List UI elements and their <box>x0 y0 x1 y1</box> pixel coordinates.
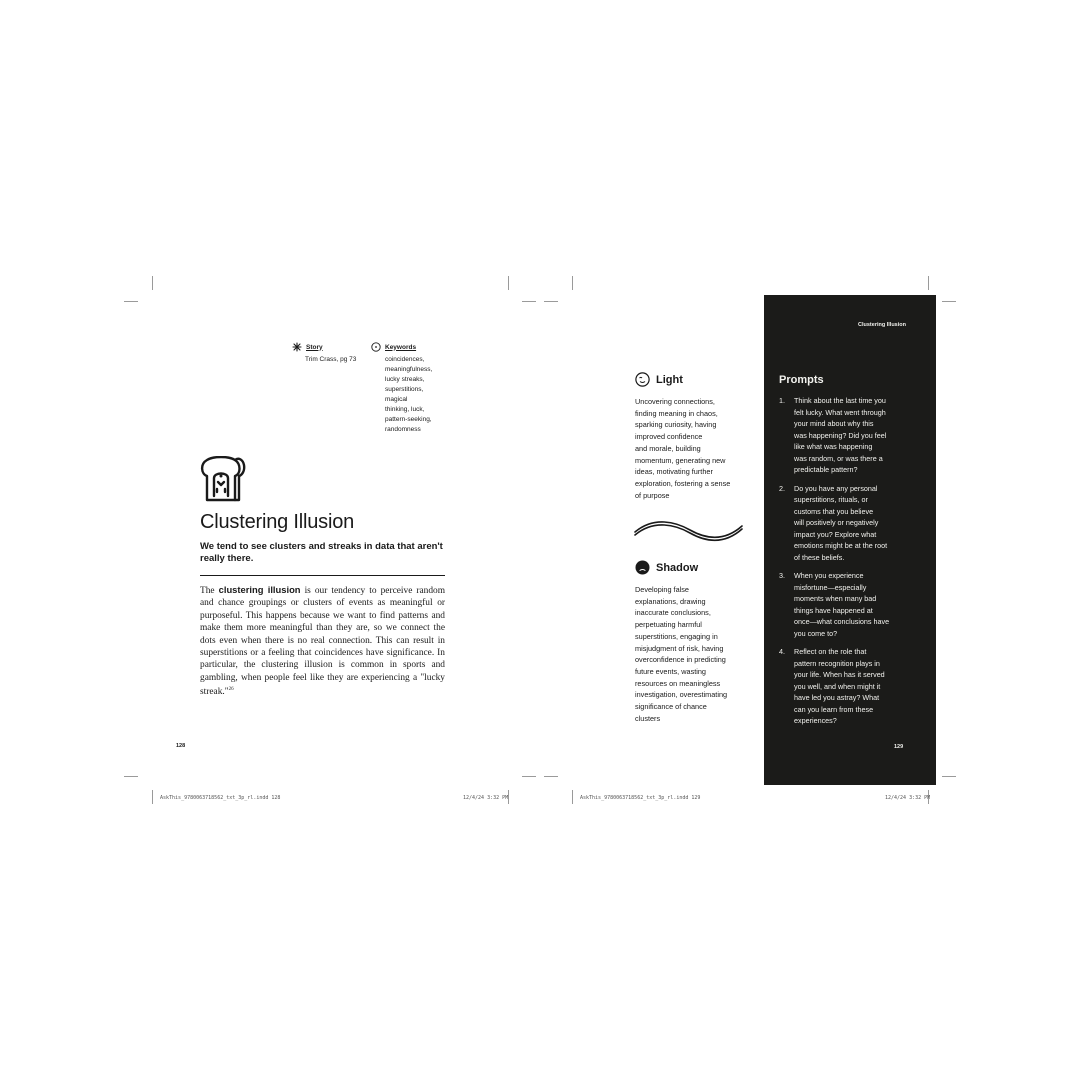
page-title: Clustering Illusion <box>200 511 355 533</box>
slug-filename: AskThis_9780063718562_txt_3p_rl.indd 128 <box>160 795 281 801</box>
crop-mark <box>544 301 558 302</box>
prompt-line: customs that you believe <box>794 506 874 516</box>
crop-mark <box>572 790 573 804</box>
prompt-text <box>794 483 887 564</box>
crop-mark <box>522 301 536 302</box>
story-block <box>292 342 356 365</box>
slug-date: 12/4/24 3:32 PM <box>463 795 509 801</box>
prompt-text <box>794 395 886 476</box>
text-line: misjudgment of risk, having <box>635 643 724 653</box>
prompt-line: things have happened at <box>794 605 873 615</box>
running-head: Clustering Illusion <box>858 322 906 328</box>
body-rest: is our tendency to perceive random and chance groupings or clusters of events as meaningful or purposeful. This happens because we want to find patterns and make them more meaningful than they are, so we connect the dots even when there is no real connection. This can result in superstitions or a feeling that coincidences have significance. In particular, the clustering illusion is common in sports and gambling, when people feel like they are experiencing a "lucky streak." <box>200 586 446 698</box>
crop-mark <box>928 276 929 290</box>
text-line: pattern-seeking, <box>385 416 432 423</box>
story-reference: Trim Crass, pg 73 <box>305 356 357 363</box>
text-line: overconfidence in predicting <box>635 655 726 665</box>
text-line: significance of chance <box>635 702 707 712</box>
prompt-item <box>779 646 909 727</box>
asterisk-icon <box>292 342 302 352</box>
shadow-section <box>635 560 755 724</box>
smile-icon <box>635 372 650 387</box>
prompt-text <box>794 570 889 639</box>
text-line: and morale, building <box>635 443 701 453</box>
prompt-line: can you learn from these <box>794 704 874 714</box>
text-line: finding meaning in chaos, <box>635 408 718 418</box>
crop-mark <box>508 276 509 290</box>
subtitle-line: really there. <box>200 553 254 564</box>
toast-icon <box>199 456 247 502</box>
prompt-item <box>779 483 909 564</box>
shadow-heading: Shadow <box>656 561 699 574</box>
prompt-line: you well, and when might it <box>794 681 881 691</box>
crop-mark <box>124 301 138 302</box>
crop-mark <box>942 776 956 777</box>
prompt-line: emotions might be at the root <box>794 541 888 550</box>
crop-mark <box>124 776 138 777</box>
prompt-line: misfortune—especially <box>794 582 867 592</box>
text-line: of purpose <box>635 490 670 500</box>
crop-mark <box>522 776 536 777</box>
text-line: sparking curiosity, having <box>635 420 717 430</box>
prompt-line: superstitions, rituals, or <box>794 495 868 504</box>
text-line: momentum, generating new <box>635 455 726 465</box>
circle-dot-icon <box>371 342 381 352</box>
prompt-line: felt lucky. What went through <box>794 407 886 417</box>
prompt-line: you come to? <box>794 628 838 638</box>
prompt-number: 4. <box>779 647 785 656</box>
prompt-line: Do you have any personal <box>794 483 878 493</box>
text-line: improved confidence <box>635 432 703 442</box>
prompt-line: your mind about why this <box>794 419 874 428</box>
prompt-line: once—what conclusions have <box>794 617 890 626</box>
prompts-panel <box>764 295 936 785</box>
crop-mark <box>572 276 573 290</box>
footnote-marker: 26 <box>228 687 234 693</box>
keywords-label: Keywords <box>385 343 417 351</box>
wave-divider <box>632 518 746 544</box>
text-line: explanations, drawing <box>635 596 706 606</box>
crop-mark <box>152 276 153 290</box>
prompt-line: impact you? Explore what <box>794 529 877 539</box>
prompt-line: will positively or negatively <box>794 518 879 527</box>
slug-date: 12/4/24 3:32 PM <box>885 795 931 801</box>
prompt-line: Think about the last time you <box>794 396 886 405</box>
subtitle <box>200 541 450 565</box>
text-line: clusters <box>635 713 661 723</box>
prompt-number: 1. <box>779 396 785 405</box>
text-line: coincidences, <box>385 356 425 363</box>
prompt-list <box>779 395 909 734</box>
crop-mark <box>152 790 153 804</box>
shadow-text <box>635 584 755 724</box>
prompt-item <box>779 570 909 639</box>
prompt-line: moments when many bad <box>794 594 877 603</box>
text-line: resources on meaningless <box>635 678 721 688</box>
prompt-number: 2. <box>779 483 785 493</box>
text-line: meaningfulness, <box>385 366 433 373</box>
text-line: thinking, luck, <box>385 406 425 413</box>
keywords-list <box>385 355 432 435</box>
crop-mark <box>942 301 956 302</box>
text-line: ideas, motivating further <box>635 467 713 477</box>
prompt-number: 3. <box>779 571 785 580</box>
prompt-item <box>779 395 909 476</box>
text-line: Developing false <box>635 585 689 594</box>
body-term: clustering illusion <box>218 584 301 595</box>
keywords-block <box>371 342 432 435</box>
divider <box>200 575 445 576</box>
text-line: superstitions, engaging in <box>635 631 718 641</box>
prompt-line: your life. When has it served <box>794 670 885 679</box>
prompt-line: Reflect on the role that <box>794 647 867 656</box>
page-number-left: 128 <box>176 743 186 749</box>
light-text <box>635 396 755 501</box>
text-line: exploration, fostering a sense <box>635 478 731 488</box>
prompt-line: like what was happening <box>794 442 873 451</box>
body-paragraph <box>200 584 445 699</box>
slug-filename: AskThis_9780063718562_txt_3p_rl.indd 129 <box>580 795 701 801</box>
text-line: perpetuating harmful <box>635 620 702 630</box>
prompt-line: of these beliefs. <box>794 552 845 562</box>
text-line: randomness <box>385 426 421 433</box>
prompt-line: When you experience <box>794 571 864 580</box>
light-section <box>635 372 755 501</box>
text-line: lucky streaks, <box>385 376 425 383</box>
text-line: investigation, overestimating <box>635 690 728 700</box>
prompt-line: was happening? Did you feel <box>794 430 887 440</box>
prompt-line: pattern recognition plays in <box>794 658 880 668</box>
text-line: future events, wasting <box>635 666 706 676</box>
prompt-line: experiences? <box>794 716 837 725</box>
crop-mark <box>544 776 558 777</box>
prompt-line: was random, or was there a <box>794 453 883 463</box>
prompt-line: predictable pattern? <box>794 465 858 474</box>
prompts-heading: Prompts <box>779 374 824 386</box>
sad-face-icon <box>635 560 650 575</box>
page-number-right: 129 <box>894 744 904 750</box>
prompt-text <box>794 646 885 727</box>
prompt-line: have led you astray? What <box>794 693 880 702</box>
text-line: superstitions, <box>385 386 424 393</box>
text-line: inaccurate conclusions, <box>635 608 711 618</box>
text-line: magical <box>385 396 408 403</box>
text-line: Uncovering connections, <box>635 397 715 406</box>
light-heading: Light <box>656 373 683 386</box>
subtitle-line: We tend to see clusters and streaks in data that aren't <box>200 541 443 552</box>
body-intro: The <box>200 586 219 596</box>
story-label: Story <box>306 343 323 351</box>
